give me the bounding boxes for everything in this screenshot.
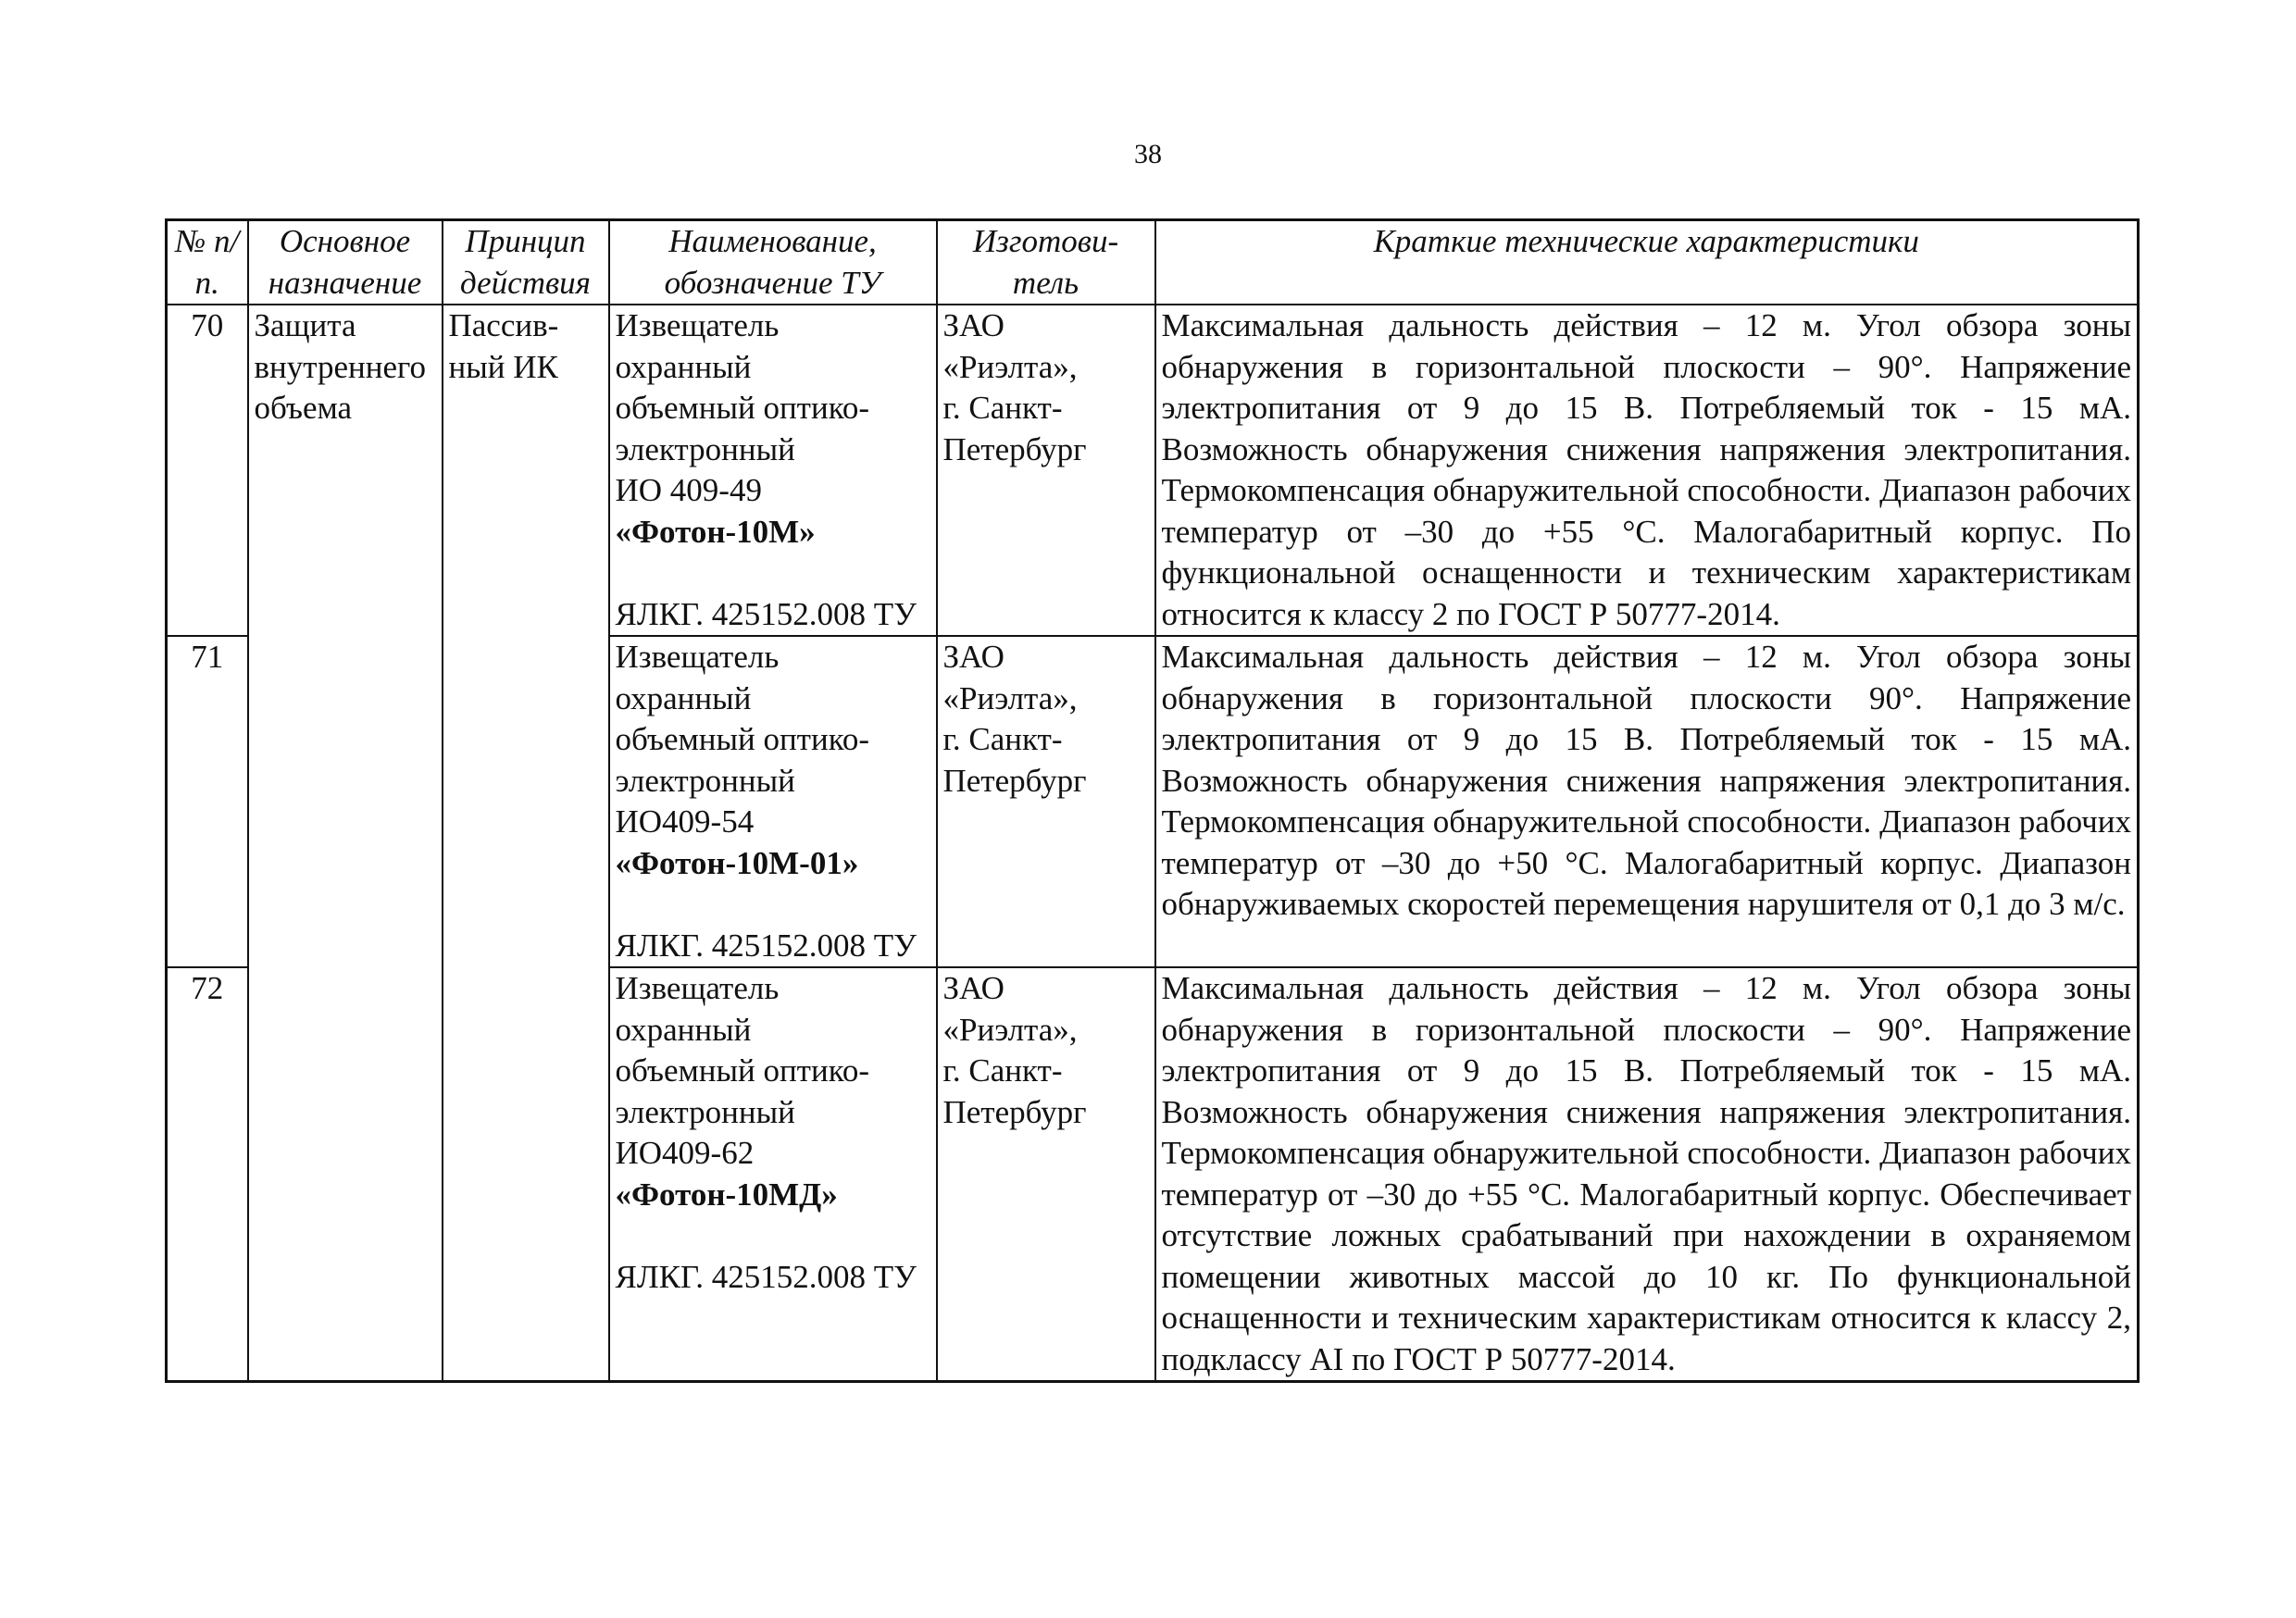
table-row: [167, 305, 2139, 636]
maker-line: «Риэлта»,: [942, 348, 1078, 385]
specs-cell: [1155, 967, 2139, 1382]
principle-cell: Пассив-ный ИК: [443, 305, 609, 1382]
header-maker: Изготови-тель: [937, 220, 1155, 305]
maker-line: ЗАО: [942, 639, 1004, 675]
name-line: ИО 409-49: [615, 472, 762, 508]
maker-line: ЗАО: [942, 970, 1004, 1006]
model-name: «Фотон-10М-01»: [615, 844, 859, 881]
name-line: Извещатель: [615, 970, 780, 1006]
maker-cell: [937, 305, 1155, 636]
specs-cell: [1155, 305, 2139, 636]
maker-cell: [937, 636, 1155, 967]
specs-text: Максимальная дальность действия – 12 м. Угол обзора зоны обнаружения в горизонтальной плоскости – 90°. Напряжение электропитания от 9 до 15 В. Потребляемый ток - 15 мА. Возможность обнаружения снижения напряжения электропитания. Термокомпенсация обнаружительной способности. Диапазон рабочих температур от –30 до +55 °С. Малогабаритный корпус. По функциональной оснащенности и техническим характеристикам относится к классу 2 по ГОСТ Р 50777-2014.: [1161, 307, 2131, 632]
model-name: «Фотон-10М»: [615, 513, 816, 550]
header-num: № п/п.: [167, 220, 248, 305]
tu-designation: ЯЛКГ. 425152.008 ТУ: [615, 927, 917, 964]
name-line: электронный: [615, 762, 795, 799]
header-specs: Краткие технические характеристики: [1155, 220, 2139, 305]
purpose-cell: Защита внутреннего объема: [248, 305, 443, 1382]
name-line: объемный оптико-: [615, 390, 870, 426]
specs-text: Максимальная дальность действия – 12 м. Угол обзора зоны обнаружения в горизонтальной плоскости – 90°. Напряжение электропитания от 9 до 15 В. Потребляемый ток - 15 мА. Возможность обнаружения снижения напряжения электропитания. Термокомпенсация обнаружительной способности. Диапазон рабочих температур от –30 до +55 °С. Малогабаритный корпус. Обеспечивает отсутствие ложных срабатываний при нахождении в охраняемом помещении животных массой до 10 кг. По функциональной оснащенности и техническим характеристикам относится к классу 2, подклассу AI по ГОСТ Р 50777-2014.: [1161, 970, 2131, 1377]
page-number: 38: [1134, 139, 1162, 169]
maker-line: г. Санкт-: [942, 1052, 1063, 1089]
table-header-row: [167, 220, 2139, 305]
maker-line: Петербург: [942, 1093, 1087, 1130]
maker-line: «Риэлта»,: [942, 1011, 1078, 1048]
maker-cell: [937, 967, 1155, 1382]
name-line: Извещатель: [615, 307, 780, 343]
model-name: «Фотон-10МД»: [615, 1176, 838, 1213]
name-line: объемный оптико-: [615, 721, 870, 757]
maker-line: г. Санкт-: [942, 721, 1063, 757]
name-line: охранный: [615, 679, 752, 716]
maker-line: г. Санкт-: [942, 390, 1063, 426]
name-cell: [609, 636, 937, 967]
name-cell: [609, 305, 937, 636]
name-cell: [609, 967, 937, 1382]
row-num: 72: [167, 967, 248, 1382]
equipment-table: [165, 218, 2140, 1383]
tu-designation: ЯЛКГ. 425152.008 ТУ: [615, 595, 917, 632]
maker-line: Петербург: [942, 430, 1087, 467]
name-line: ИО409-54: [615, 803, 755, 840]
name-line: ИО409-62: [615, 1135, 755, 1171]
specs-text: Максимальная дальность действия – 12 м. Угол обзора зоны обнаружения в горизонтальной плоскости 90°. Напряжение электропитания от 9 до 15 В. Потребляемый ток - 15 мА. Возможность обнаружения снижения напряжения электропитания. Термокомпенсация обнаружительной способности. Диапазон рабочих температур от –30 до +50 °С. Малогабаритный корпус. Диапазон обнаруживаемых скоростей перемещения нарушителя от 0,1 до 3 м/с.: [1161, 639, 2131, 922]
maker-line: ЗАО: [942, 307, 1004, 343]
maker-line: «Риэлта»,: [942, 679, 1078, 716]
maker-line: Петербург: [942, 762, 1087, 799]
header-purpose: Основное назначение: [248, 220, 443, 305]
name-line: охранный: [615, 1011, 752, 1048]
row-num: 71: [167, 636, 248, 967]
name-line: Извещатель: [615, 639, 780, 675]
name-line: объемный оптико-: [615, 1052, 870, 1089]
name-line: охранный: [615, 348, 752, 385]
tu-designation: ЯЛКГ. 425152.008 ТУ: [615, 1258, 917, 1295]
header-name: Наименование, обозначение ТУ: [609, 220, 937, 305]
name-line: электронный: [615, 1093, 795, 1130]
specs-cell: [1155, 636, 2139, 967]
row-num: 70: [167, 305, 248, 636]
header-principle: Принцип действия: [443, 220, 609, 305]
name-line: электронный: [615, 430, 795, 467]
